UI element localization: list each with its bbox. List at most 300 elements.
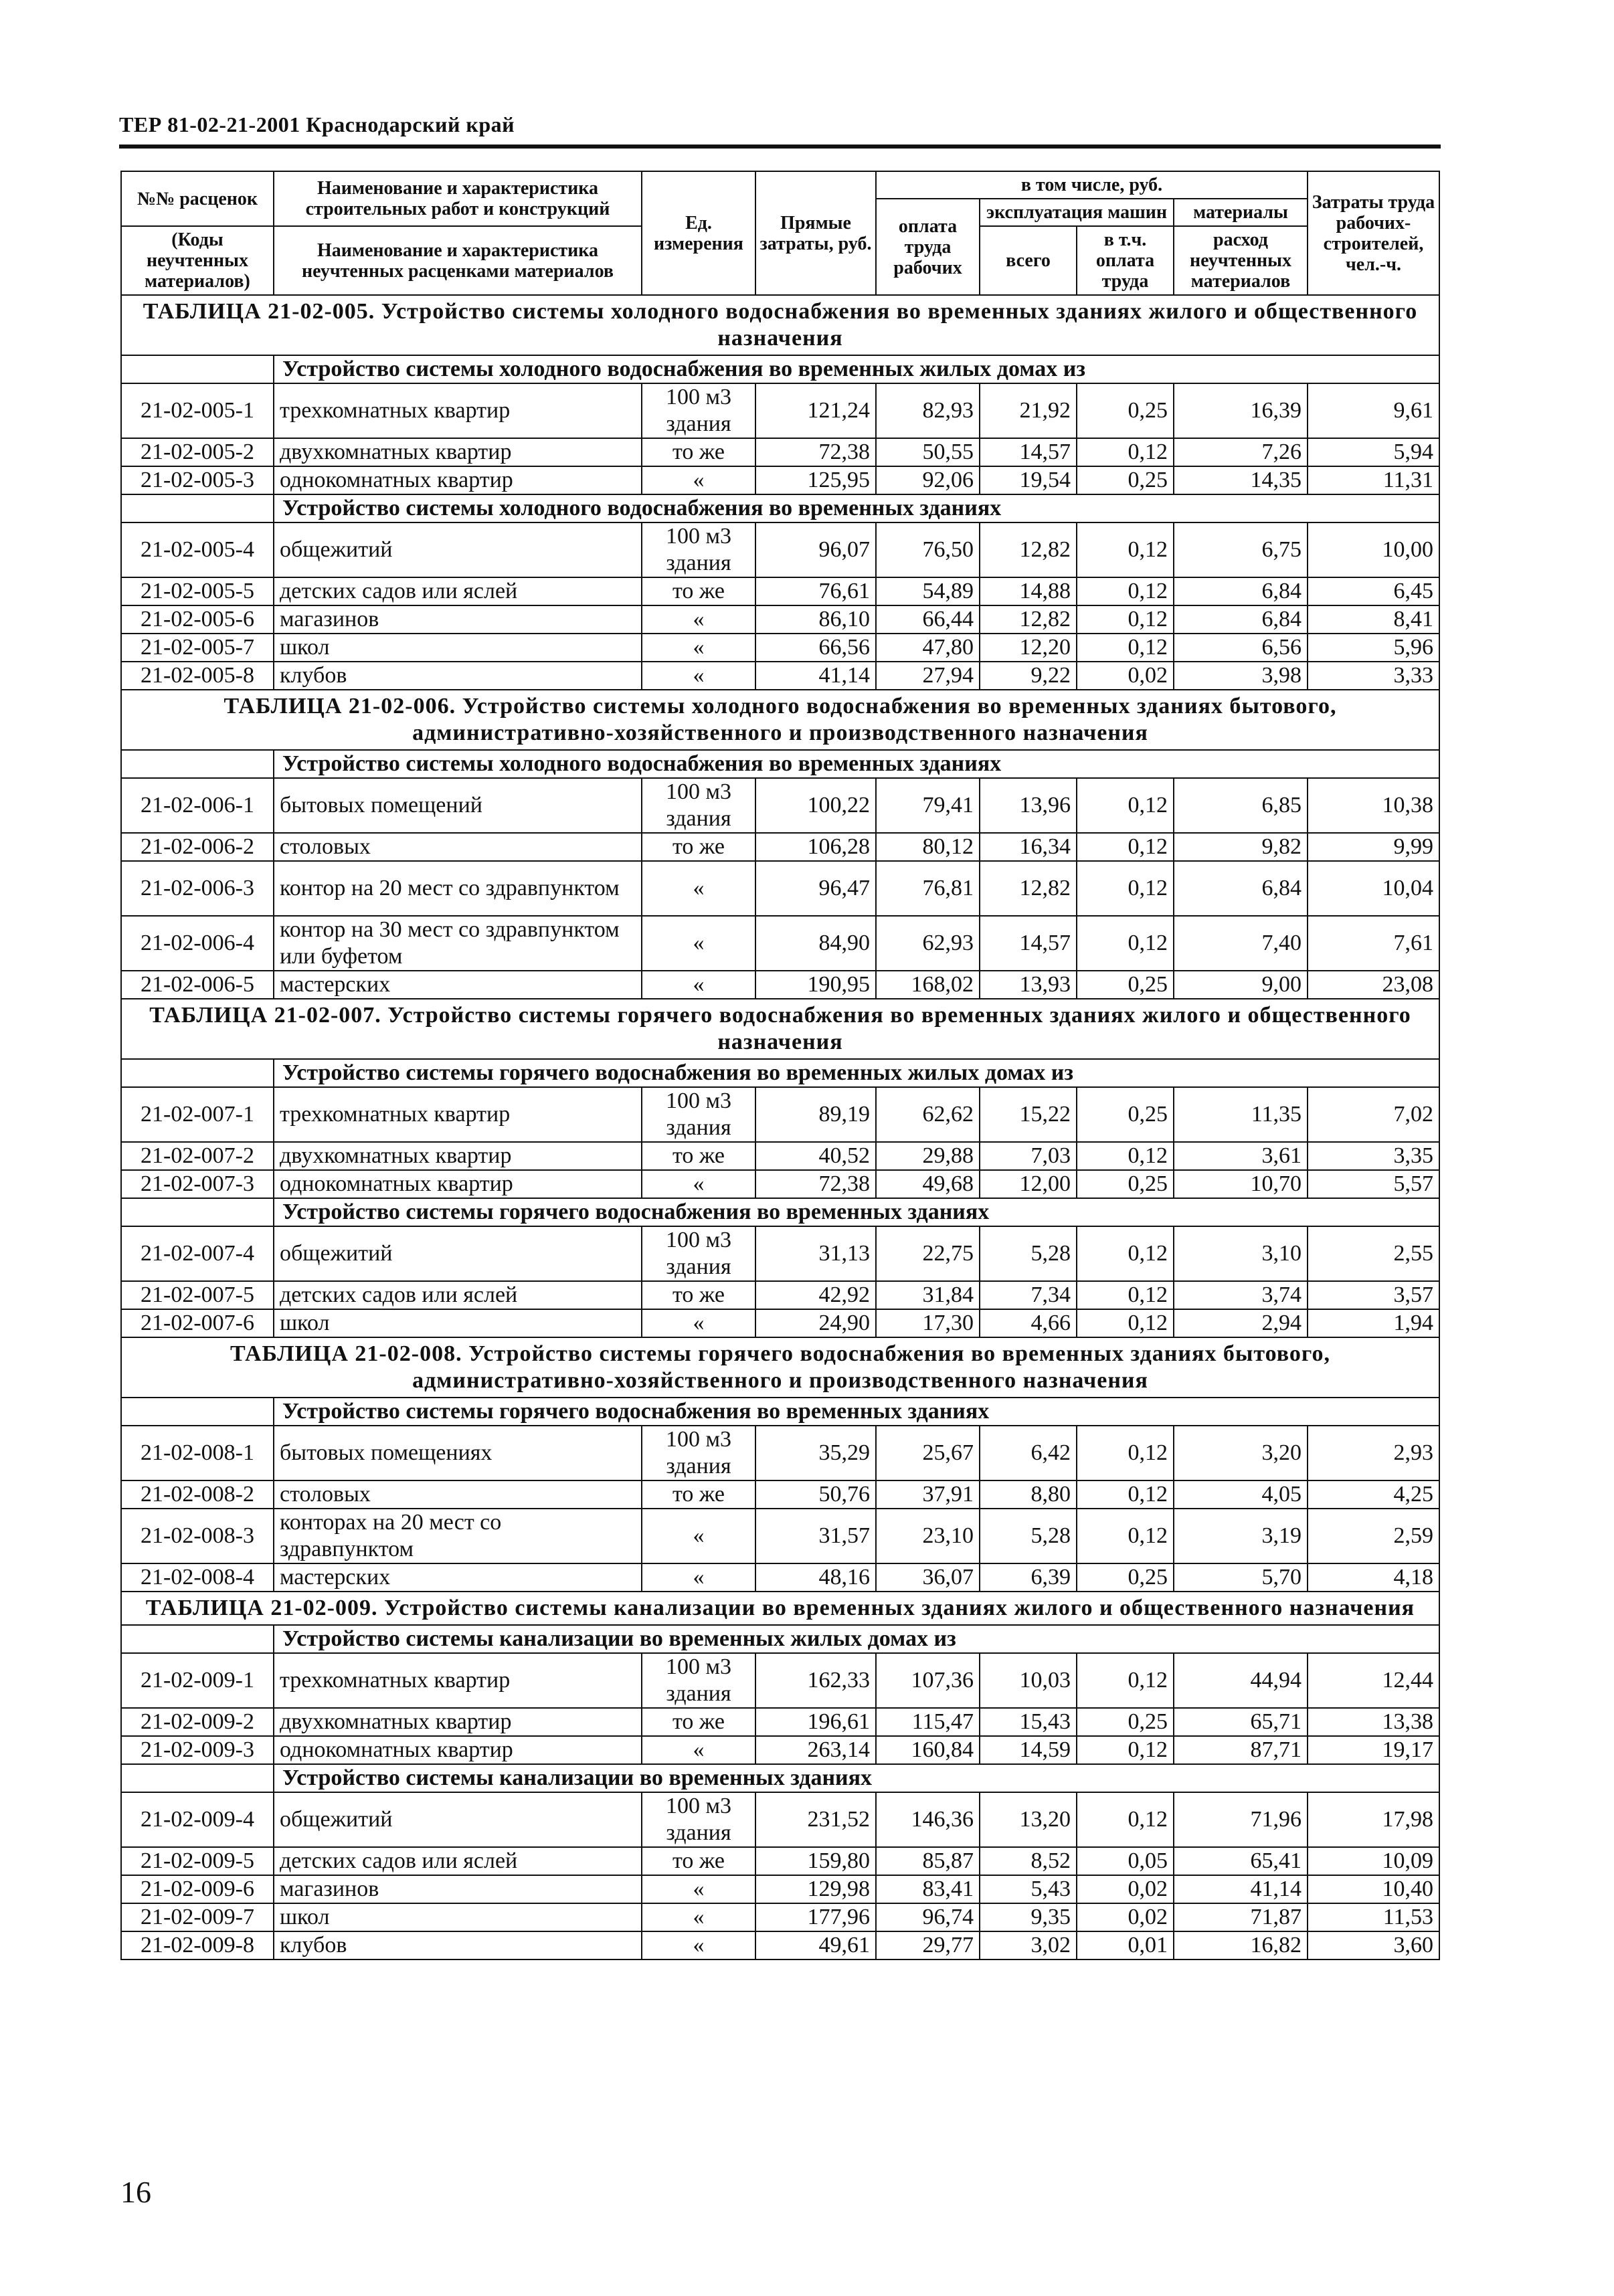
group-empty-cell [121,1398,274,1426]
group-title: Устройство системы горячего водоснабжения во временных жилых домах из [274,1059,1439,1087]
work-name-cell: детских садов или яслей [274,577,642,605]
labor-pay-cell: 83,41 [876,1875,980,1903]
materials-cell: 9,82 [1174,833,1308,861]
machines-total-cell: 3,02 [980,1931,1077,1959]
unit-of-measure-cell: « [642,1563,755,1592]
labor-pay-cell: 85,87 [876,1847,980,1875]
unit-of-measure-cell: « [642,1170,755,1198]
materials-cell: 65,41 [1174,1847,1308,1875]
labor-costs-cell: 10,38 [1308,778,1439,833]
unit-of-measure-cell: « [642,971,755,999]
work-name-cell: детских садов или яслей [274,1281,642,1309]
labor-pay-cell: 27,94 [876,662,980,690]
machines-total-cell: 6,42 [980,1426,1077,1480]
direct-costs-cell: 66,56 [755,634,876,662]
materials-cell: 7,40 [1174,916,1308,971]
group-empty-cell [121,1625,274,1653]
machines-total-cell: 15,43 [980,1708,1077,1736]
machines-total-cell: 16,34 [980,833,1077,861]
materials-cell: 6,56 [1174,634,1308,662]
direct-costs-cell: 106,28 [755,833,876,861]
materials-cell: 6,85 [1174,778,1308,833]
work-name-cell: общежитий [274,1226,642,1281]
table-row [121,1142,1439,1170]
table-row [121,1847,1439,1875]
rate-code-cell: 21-02-007-2 [121,1142,274,1170]
materials-cell: 6,75 [1174,522,1308,577]
labor-costs-cell: 10,00 [1308,522,1439,577]
labor-costs-cell: 10,04 [1308,861,1439,916]
table-row [121,1736,1439,1764]
unit-of-measure-cell: 100 м3 здания [642,1426,755,1480]
group-empty-cell [121,1198,274,1226]
machines-total-cell: 7,34 [980,1281,1077,1309]
work-name-cell: столовых [274,833,642,861]
labor-costs-cell: 12,44 [1308,1653,1439,1708]
table-row [121,1509,1439,1563]
machines-total-cell: 12,82 [980,522,1077,577]
unit-of-measure-cell: « [642,466,755,494]
labor-pay-cell: 50,55 [876,438,980,466]
machines-labor-pay-cell: 0,12 [1077,778,1174,833]
table-section-title-row [121,999,1439,1059]
machines-labor-pay-cell: 0,12 [1077,861,1174,916]
col-direct: Прямые затраты, руб. [755,171,876,295]
work-name-cell: школ [274,634,642,662]
machines-labor-pay-cell: 0,12 [1077,634,1174,662]
labor-pay-cell: 80,12 [876,833,980,861]
table-row [121,778,1439,833]
labor-costs-cell: 7,61 [1308,916,1439,971]
unit-of-measure-cell: « [642,605,755,634]
direct-costs-cell: 84,90 [755,916,876,971]
machines-total-cell: 21,92 [980,383,1077,438]
work-name-cell: двухкомнатных квартир [274,1708,642,1736]
rate-code-cell: 21-02-008-1 [121,1426,274,1480]
labor-costs-cell: 1,94 [1308,1309,1439,1337]
direct-costs-cell: 31,13 [755,1226,876,1281]
col-machines: эксплуатация машин [980,199,1174,226]
col-machines-total: всего [980,226,1077,295]
group-title: Устройство системы холодного водоснабжения во временных зданиях [274,750,1439,778]
table-section-title: ТАБЛИЦА 21-02-008. Устройство системы горячего водоснабжения во временных зданиях бытового, административно-хозяйственного и производственного назначения [121,1337,1439,1398]
labor-pay-cell: 47,80 [876,634,980,662]
table-row [121,438,1439,466]
labor-costs-cell: 11,31 [1308,466,1439,494]
labor-pay-cell: 76,50 [876,522,980,577]
machines-labor-pay-cell: 0,12 [1077,1426,1174,1480]
table-row [121,1170,1439,1198]
machines-labor-pay-cell: 0,12 [1077,438,1174,466]
group-title-row [121,1625,1439,1653]
work-name-cell: трехкомнатных квартир [274,1087,642,1142]
rate-code-cell: 21-02-009-5 [121,1847,274,1875]
work-name-cell: детских садов или яслей [274,1847,642,1875]
table-row [121,605,1439,634]
unit-of-measure-cell: то же [642,833,755,861]
machines-labor-pay-cell: 0,12 [1077,1226,1174,1281]
machines-labor-pay-cell: 0,12 [1077,1653,1174,1708]
rate-code-cell: 21-02-007-6 [121,1309,274,1337]
machines-total-cell: 14,88 [980,577,1077,605]
machines-labor-pay-cell: 0,12 [1077,1736,1174,1764]
machines-labor-pay-cell: 0,12 [1077,1480,1174,1509]
rate-code-cell: 21-02-005-8 [121,662,274,690]
machines-total-cell: 12,20 [980,634,1077,662]
unit-of-measure-cell: то же [642,1708,755,1736]
labor-pay-cell: 168,02 [876,971,980,999]
materials-cell: 6,84 [1174,577,1308,605]
machines-total-cell: 19,54 [980,466,1077,494]
table-head [121,171,1439,295]
rate-code-cell: 21-02-009-7 [121,1903,274,1931]
direct-costs-cell: 162,33 [755,1653,876,1708]
labor-pay-cell: 22,75 [876,1226,980,1281]
materials-cell: 2,94 [1174,1309,1308,1337]
table-row [121,1309,1439,1337]
rate-code-cell: 21-02-007-1 [121,1087,274,1142]
labor-pay-cell: 96,74 [876,1903,980,1931]
labor-pay-cell: 54,89 [876,577,980,605]
materials-cell: 6,84 [1174,605,1308,634]
materials-cell: 11,35 [1174,1087,1308,1142]
table-row [121,634,1439,662]
col-name-top: Наименование и характеристика строительных работ и конструкций [274,171,642,226]
rate-code-cell: 21-02-005-7 [121,634,274,662]
unit-of-measure-cell: то же [642,1480,755,1509]
table-section-title-row [121,1337,1439,1398]
labor-costs-cell: 3,60 [1308,1931,1439,1959]
materials-cell: 4,05 [1174,1480,1308,1509]
machines-total-cell: 5,28 [980,1226,1077,1281]
machines-labor-pay-cell: 0,25 [1077,1708,1174,1736]
machines-total-cell: 13,20 [980,1792,1077,1847]
labor-pay-cell: 76,81 [876,861,980,916]
unit-of-measure-cell: 100 м3 здания [642,1792,755,1847]
machines-labor-pay-cell: 0,25 [1077,466,1174,494]
table-section-title: ТАБЛИЦА 21-02-006. Устройство системы холодного водоснабжения во временных зданиях бытового, административно-хозяйственного и производственного назначения [121,690,1439,750]
rate-code-cell: 21-02-009-8 [121,1931,274,1959]
labor-costs-cell: 8,41 [1308,605,1439,634]
rate-code-cell: 21-02-005-5 [121,577,274,605]
machines-labor-pay-cell: 0,12 [1077,605,1174,634]
page-header [119,112,1441,142]
labor-costs-cell: 7,02 [1308,1087,1439,1142]
machines-labor-pay-cell: 0,12 [1077,577,1174,605]
unit-of-measure-cell: « [642,1903,755,1931]
materials-cell: 71,87 [1174,1903,1308,1931]
table-row [121,861,1439,916]
machines-total-cell: 8,80 [980,1480,1077,1509]
direct-costs-cell: 72,38 [755,1170,876,1198]
table-row [121,1226,1439,1281]
group-empty-cell [121,355,274,383]
rate-code-cell: 21-02-005-6 [121,605,274,634]
labor-pay-cell: 17,30 [876,1309,980,1337]
table-row [121,1708,1439,1736]
unit-of-measure-cell: « [642,1931,755,1959]
direct-costs-cell: 125,95 [755,466,876,494]
work-name-cell: трехкомнатных квартир [274,1653,642,1708]
labor-pay-cell: 160,84 [876,1736,980,1764]
work-name-cell: конторах на 20 мест со здравпунктом [274,1509,642,1563]
labor-costs-cell: 10,40 [1308,1875,1439,1903]
rate-code-cell: 21-02-008-3 [121,1509,274,1563]
direct-costs-cell: 190,95 [755,971,876,999]
machines-labor-pay-cell: 0,02 [1077,1875,1174,1903]
group-title: Устройство системы канализации во временных жилых домах из [274,1625,1439,1653]
labor-costs-cell: 2,93 [1308,1426,1439,1480]
labor-pay-cell: 23,10 [876,1509,980,1563]
unit-of-measure-cell: то же [642,438,755,466]
group-title-row [121,1398,1439,1426]
col-code-bottom: (Коды неучтенных материалов) [121,226,274,295]
work-name-cell: двухкомнатных квартир [274,1142,642,1170]
direct-costs-cell: 196,61 [755,1708,876,1736]
machines-total-cell: 7,03 [980,1142,1077,1170]
unit-of-measure-cell: то же [642,1281,755,1309]
machines-total-cell: 13,93 [980,971,1077,999]
labor-costs-cell: 4,18 [1308,1563,1439,1592]
machines-total-cell: 15,22 [980,1087,1077,1142]
table-row [121,1281,1439,1309]
table-row [121,1875,1439,1903]
direct-costs-cell: 48,16 [755,1563,876,1592]
rate-code-cell: 21-02-008-2 [121,1480,274,1509]
work-name-cell: однокомнатных квартир [274,1170,642,1198]
labor-pay-cell: 29,77 [876,1931,980,1959]
rate-code-cell: 21-02-009-1 [121,1653,274,1708]
materials-cell: 44,94 [1174,1653,1308,1708]
unit-of-measure-cell: « [642,662,755,690]
materials-cell: 16,82 [1174,1931,1308,1959]
direct-costs-cell: 177,96 [755,1903,876,1931]
direct-costs-cell: 121,24 [755,383,876,438]
machines-total-cell: 13,96 [980,778,1077,833]
machines-labor-pay-cell: 0,05 [1077,1847,1174,1875]
machines-labor-pay-cell: 0,01 [1077,1931,1174,1959]
materials-cell: 6,84 [1174,861,1308,916]
unit-of-measure-cell: « [642,916,755,971]
work-name-cell: клубов [274,662,642,690]
table-row [121,1792,1439,1847]
labor-costs-cell: 5,57 [1308,1170,1439,1198]
group-title-row [121,750,1439,778]
table-row [121,1903,1439,1931]
col-labor: Затраты труда рабочих-строителей, чел.-ч. [1308,171,1439,295]
machines-labor-pay-cell: 0,25 [1077,1563,1174,1592]
table-row [121,662,1439,690]
unit-of-measure-cell: то же [642,1847,755,1875]
direct-costs-cell: 72,38 [755,438,876,466]
machines-total-cell: 12,00 [980,1170,1077,1198]
direct-costs-cell: 40,52 [755,1142,876,1170]
direct-costs-cell: 24,90 [755,1309,876,1337]
labor-costs-cell: 17,98 [1308,1792,1439,1847]
group-title: Устройство системы холодного водоснабжения во временных жилых домах из [274,355,1439,383]
materials-cell: 3,19 [1174,1509,1308,1563]
work-name-cell: магазинов [274,605,642,634]
machines-labor-pay-cell: 0,02 [1077,1903,1174,1931]
labor-costs-cell: 3,35 [1308,1142,1439,1170]
unit-of-measure-cell: 100 м3 здания [642,778,755,833]
labor-pay-cell: 37,91 [876,1480,980,1509]
machines-total-cell: 8,52 [980,1847,1077,1875]
table-row [121,466,1439,494]
page-number: 16 [120,2175,151,2209]
labor-pay-cell: 31,84 [876,1281,980,1309]
materials-cell: 71,96 [1174,1792,1308,1847]
work-name-cell: клубов [274,1931,642,1959]
table-row [121,383,1439,438]
labor-pay-cell: 79,41 [876,778,980,833]
materials-cell: 3,20 [1174,1426,1308,1480]
direct-costs-cell: 89,19 [755,1087,876,1142]
direct-costs-cell: 35,29 [755,1426,876,1480]
materials-cell: 3,74 [1174,1281,1308,1309]
rate-code-cell: 21-02-007-3 [121,1170,274,1198]
machines-total-cell: 9,35 [980,1903,1077,1931]
table-row [121,1653,1439,1708]
materials-cell: 7,26 [1174,438,1308,466]
machines-labor-pay-cell: 0,25 [1077,971,1174,999]
unit-of-measure-cell: то же [642,1142,755,1170]
table-body [121,295,1439,1959]
machines-labor-pay-cell: 0,12 [1077,833,1174,861]
group-empty-cell [121,750,274,778]
direct-costs-cell: 263,14 [755,1736,876,1764]
machines-labor-pay-cell: 0,12 [1077,1309,1174,1337]
labor-pay-cell: 36,07 [876,1563,980,1592]
labor-costs-cell: 10,09 [1308,1847,1439,1875]
table-row [121,577,1439,605]
table-row [121,833,1439,861]
work-name-cell: школ [274,1309,642,1337]
group-title: Устройство системы канализации во временных зданиях [274,1764,1439,1792]
machines-total-cell: 4,66 [980,1309,1077,1337]
materials-cell: 10,70 [1174,1170,1308,1198]
col-materials-sub: расход неучтенных материалов [1174,226,1308,295]
rate-code-cell: 21-02-005-3 [121,466,274,494]
col-machines-incl: в т.ч. оплата труда [1077,226,1174,295]
header-rule [119,145,1441,149]
direct-costs-cell: 31,57 [755,1509,876,1563]
machines-labor-pay-cell: 0,25 [1077,1087,1174,1142]
table-section-title: ТАБЛИЦА 21-02-005. Устройство системы холодного водоснабжения во временных зданиях жилого и общественного назначения [121,295,1439,355]
table-row [121,1480,1439,1509]
document-title: ТЕР 81-02-21-2001 Краснодарский край [119,112,515,136]
work-name-cell: магазинов [274,1875,642,1903]
labor-costs-cell: 5,96 [1308,634,1439,662]
work-name-cell: бытовых помещений [274,778,642,833]
group-title-row [121,1059,1439,1087]
unit-of-measure-cell: 100 м3 здания [642,383,755,438]
table-section-title-row [121,1592,1439,1625]
col-code-top: №№ расценок [121,171,274,226]
table-row [121,522,1439,577]
labor-pay-cell: 49,68 [876,1170,980,1198]
rate-code-cell: 21-02-006-1 [121,778,274,833]
labor-costs-cell: 2,59 [1308,1509,1439,1563]
labor-costs-cell: 3,33 [1308,662,1439,690]
direct-costs-cell: 100,22 [755,778,876,833]
table-section-title-row [121,690,1439,750]
labor-pay-cell: 115,47 [876,1708,980,1736]
direct-costs-cell: 76,61 [755,577,876,605]
direct-costs-cell: 41,14 [755,662,876,690]
unit-of-measure-cell: « [642,634,755,662]
labor-pay-cell: 62,93 [876,916,980,971]
work-name-cell: двухкомнатных квартир [274,438,642,466]
table-row [121,1087,1439,1142]
table-row [121,1426,1439,1480]
direct-costs-cell: 86,10 [755,605,876,634]
direct-costs-cell: 42,92 [755,1281,876,1309]
work-name-cell: бытовых помещениях [274,1426,642,1480]
machines-labor-pay-cell: 0,12 [1077,1281,1174,1309]
materials-cell: 3,98 [1174,662,1308,690]
group-empty-cell [121,1764,274,1792]
work-name-cell: однокомнатных квартир [274,1736,642,1764]
table-row [121,971,1439,999]
machines-total-cell: 14,57 [980,916,1077,971]
materials-cell: 3,61 [1174,1142,1308,1170]
rate-code-cell: 21-02-006-3 [121,861,274,916]
unit-of-measure-cell: 100 м3 здания [642,1653,755,1708]
materials-cell: 87,71 [1174,1736,1308,1764]
labor-costs-cell: 6,45 [1308,577,1439,605]
materials-cell: 9,00 [1174,971,1308,999]
labor-costs-cell: 19,17 [1308,1736,1439,1764]
rate-code-cell: 21-02-006-2 [121,833,274,861]
machines-total-cell: 10,03 [980,1653,1077,1708]
table-section-title: ТАБЛИЦА 21-02-007. Устройство системы горячего водоснабжения во временных зданиях жилого и общественного назначения [121,999,1439,1059]
rate-code-cell: 21-02-009-6 [121,1875,274,1903]
labor-costs-cell: 5,94 [1308,438,1439,466]
unit-of-measure-cell: « [642,1309,755,1337]
machines-total-cell: 9,22 [980,662,1077,690]
machines-labor-pay-cell: 0,12 [1077,916,1174,971]
direct-costs-cell: 231,52 [755,1792,876,1847]
unit-of-measure-cell: 100 м3 здания [642,1226,755,1281]
rate-code-cell: 21-02-005-4 [121,522,274,577]
materials-cell: 14,35 [1174,466,1308,494]
group-title: Устройство системы горячего водоснабжения во временных зданиях [274,1198,1439,1226]
col-materials: материалы [1174,199,1308,226]
group-title: Устройство системы холодного водоснабжения во временных зданиях [274,494,1439,522]
labor-pay-cell: 92,06 [876,466,980,494]
work-name-cell: трехкомнатных квартир [274,383,642,438]
rate-code-cell: 21-02-007-4 [121,1226,274,1281]
machines-total-cell: 12,82 [980,861,1077,916]
table-section-title-row [121,295,1439,355]
labor-pay-cell: 66,44 [876,605,980,634]
labor-pay-cell: 62,62 [876,1087,980,1142]
machines-labor-pay-cell: 0,25 [1077,1170,1174,1198]
labor-pay-cell: 146,36 [876,1792,980,1847]
table-section-title: ТАБЛИЦА 21-02-009. Устройство системы канализации во временных зданиях жилого и общественного назначения [121,1592,1439,1625]
work-name-cell: контор на 30 мест со здравпунктом или буфетом [274,916,642,971]
group-title-row [121,494,1439,522]
unit-of-measure-cell: то же [642,577,755,605]
machines-total-cell: 5,43 [980,1875,1077,1903]
group-title: Устройство системы горячего водоснабжения во временных зданиях [274,1398,1439,1426]
labor-pay-cell: 25,67 [876,1426,980,1480]
rate-code-cell: 21-02-008-4 [121,1563,274,1592]
machines-total-cell: 12,82 [980,605,1077,634]
rate-code-cell: 21-02-006-5 [121,971,274,999]
work-name-cell: общежитий [274,522,642,577]
